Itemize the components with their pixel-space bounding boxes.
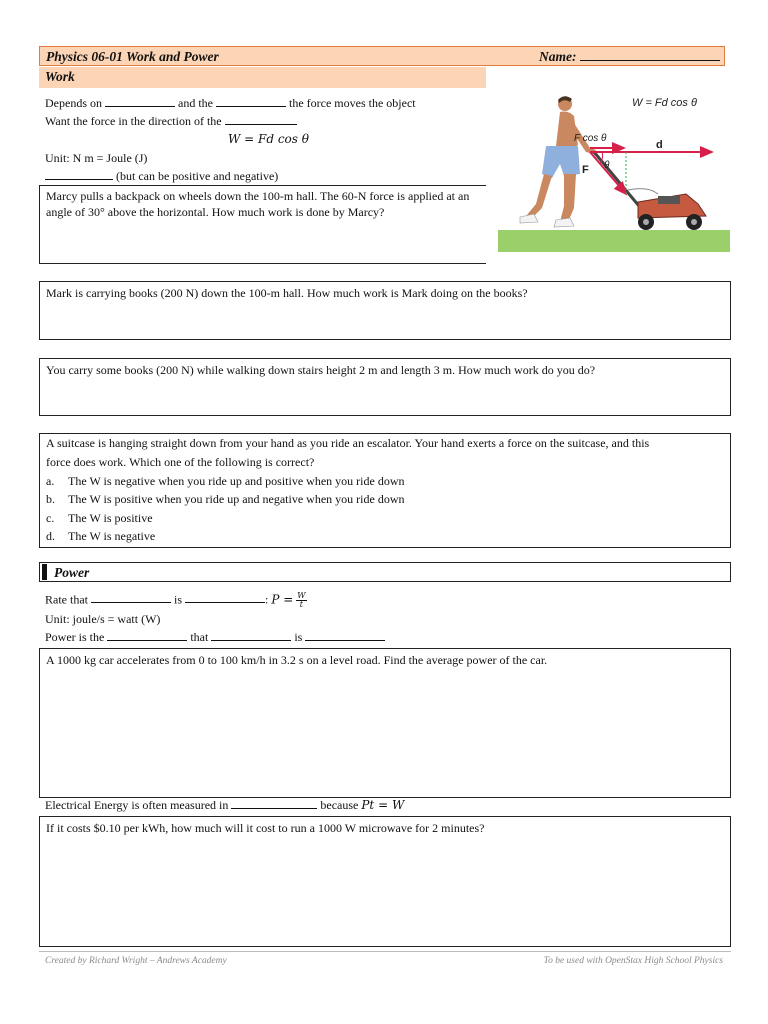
- question-text: A 1000 kg car accelerates from 0 to 100 km/h in 3.2 s on a level road. Find the average power of the car.: [46, 653, 548, 667]
- mower: [628, 189, 706, 230]
- work-line-sign: (but can be positive and negative): [45, 169, 278, 185]
- footer-source: To be used with OpenStax High School Physics: [543, 956, 723, 966]
- power-section-heading: Power: [39, 562, 731, 582]
- blank[interactable]: [105, 96, 175, 107]
- question-box-marcy[interactable]: [39, 185, 486, 264]
- blank[interactable]: [185, 592, 265, 603]
- question-box-suitcase[interactable]: [39, 433, 731, 548]
- option-a[interactable]: a. The W is negative when you ride up and positive when you ride down: [46, 474, 405, 488]
- question-stem: force does work. Which one of the following is correct?: [46, 455, 315, 469]
- power-rate-line: Rate that is : P = $\frac{W}{t}$: [45, 591, 306, 609]
- power-definition-line: Power is the that is: [45, 630, 385, 646]
- blank[interactable]: [107, 630, 187, 641]
- theta-label: θ: [604, 160, 610, 171]
- power-fraction: $\frac{W}{t}$: [297, 591, 306, 609]
- option-b[interactable]: b. The W is positive when you ride up and negative when you ride down: [46, 492, 405, 506]
- heading-bar: [42, 564, 47, 580]
- f-label: F: [582, 164, 589, 176]
- electrical-energy-line: Electrical Energy is often measured in because Pt = W: [45, 798, 405, 812]
- question-text: Mark is carrying books (200 N) down the 100-m hall. How much work is Mark doing on the books?: [46, 286, 528, 300]
- question-box-mark[interactable]: [39, 281, 731, 340]
- f-vector: [590, 152, 626, 194]
- worksheet-header: [39, 46, 725, 66]
- option-d[interactable]: d. The W is negative: [46, 529, 156, 543]
- question-text: If it costs $0.10 per kWh, how much will it cost to run a 1000 W microwave for 2 minutes?: [46, 821, 485, 835]
- question-box-microwave[interactable]: [39, 816, 731, 947]
- fcos-label: F cos θ: [574, 133, 607, 144]
- blank[interactable]: [45, 169, 113, 180]
- question-box-car-power[interactable]: [39, 648, 731, 798]
- person: [520, 96, 596, 227]
- d-label: d: [656, 139, 663, 151]
- name-field[interactable]: [539, 48, 720, 66]
- figure-formula: W = Fd cos θ: [632, 97, 697, 109]
- worksheet-title: Physics 06-01 Work and Power: [46, 49, 219, 64]
- grass: [498, 230, 730, 252]
- blank[interactable]: [216, 96, 286, 107]
- work-line-depends: Depends on and the the force moves the object: [45, 96, 416, 110]
- footer-author: Created by Richard Wright – Andrews Academy: [45, 956, 227, 966]
- blank[interactable]: [211, 630, 291, 641]
- name-label: Name:: [539, 49, 577, 64]
- blank[interactable]: [225, 114, 297, 125]
- question-text: Marcy pulls a backpack on wheels down the 100-m hall. The 60-N force is applied at an angle of 30° above the horizontal. How much work is done by Marcy?: [46, 189, 470, 219]
- question-text: You carry some books (200 N) while walking down stairs height 2 m and length 3 m. How much work do you do?: [46, 363, 596, 377]
- blank[interactable]: [91, 592, 171, 603]
- lawn-mower-figure: [498, 90, 730, 252]
- name-blank[interactable]: [580, 49, 720, 61]
- option-c[interactable]: c. The W is positive: [46, 511, 153, 525]
- work-section-heading: Work: [39, 67, 486, 88]
- work-formula: W = Fd cos θ: [228, 132, 309, 146]
- question-stem: A suitcase is hanging straight down from your hand as you ride an escalator. Your hand exerts a force on the suitcase, and this: [46, 436, 650, 450]
- power-unit: Unit: joule/s = watt (W): [45, 612, 161, 626]
- blank[interactable]: [305, 630, 385, 641]
- question-box-stairs[interactable]: [39, 358, 731, 416]
- work-unit: Unit: N m = Joule (J): [45, 151, 148, 165]
- blank[interactable]: [231, 798, 317, 809]
- work-line-direction: Want the force in the direction of the: [45, 114, 297, 130]
- footer-divider: [39, 951, 731, 952]
